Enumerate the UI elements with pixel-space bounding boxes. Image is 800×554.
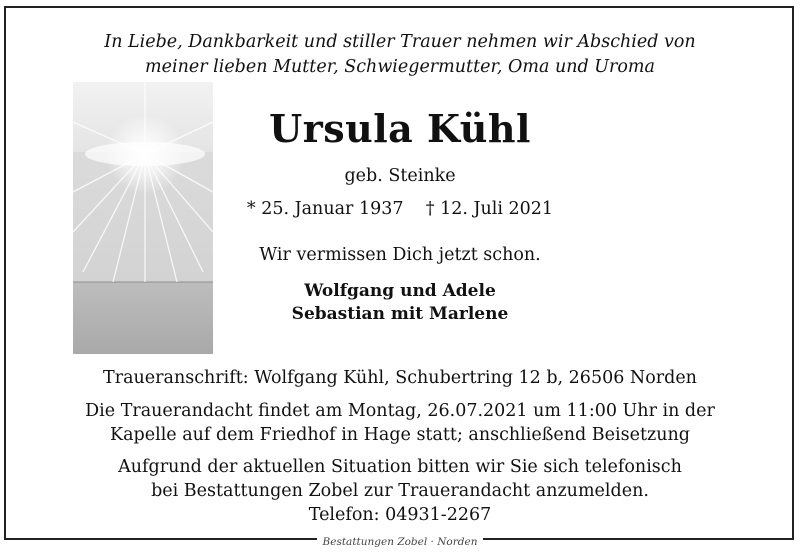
maiden-name: geb. Steinke (344, 166, 456, 186)
mourners (230, 280, 570, 326)
service-line-1: Die Trauerandacht findet am Montag, 26.07.2021 um 11:00 Uhr in der (85, 401, 715, 421)
service-line-2: Kapelle auf dem Friedhof in Hage statt; anschließend Beisetzung (110, 425, 690, 445)
mourning-address: Traueranschrift: Wolfgang Kühl, Schubertring 12 b, 26506 Norden (103, 368, 697, 388)
intro-line-2: meiner lieben Mutter, Schwiegermutter, Oma und Uroma (145, 57, 655, 77)
sunburst-photo (73, 82, 213, 354)
footer-text: Bestattungen Zobel · Norden (317, 536, 484, 548)
intro-text (0, 30, 800, 80)
mourner-line-2: Sebastian mit Marlene (291, 304, 509, 324)
birth-date: * 25. Januar 1937 (246, 199, 404, 219)
notice-line-1: Aufgrund der aktuellen Situation bitten wir Sie sich telefonisch (118, 457, 682, 477)
funeral-home-footer (0, 530, 800, 549)
phone-number: Telefon: 04931-2267 (308, 505, 492, 525)
intro-line-1: In Liebe, Dankbarkeit und stiller Trauer nehmen wir Abschied von (104, 32, 696, 52)
mourner-line-1: Wolfgang und Adele (304, 281, 496, 301)
death-date: † 12. Juli 2021 (425, 199, 554, 219)
registration-notice (0, 455, 800, 527)
farewell-message: Wir vermissen Dich jetzt schon. (259, 245, 541, 265)
life-dates (230, 199, 570, 219)
deceased-name: Ursula Kühl (269, 106, 531, 151)
notice-line-2: bei Bestattungen Zobel zur Trauerandacht anzumelden. (151, 481, 649, 501)
service-info (0, 399, 800, 447)
